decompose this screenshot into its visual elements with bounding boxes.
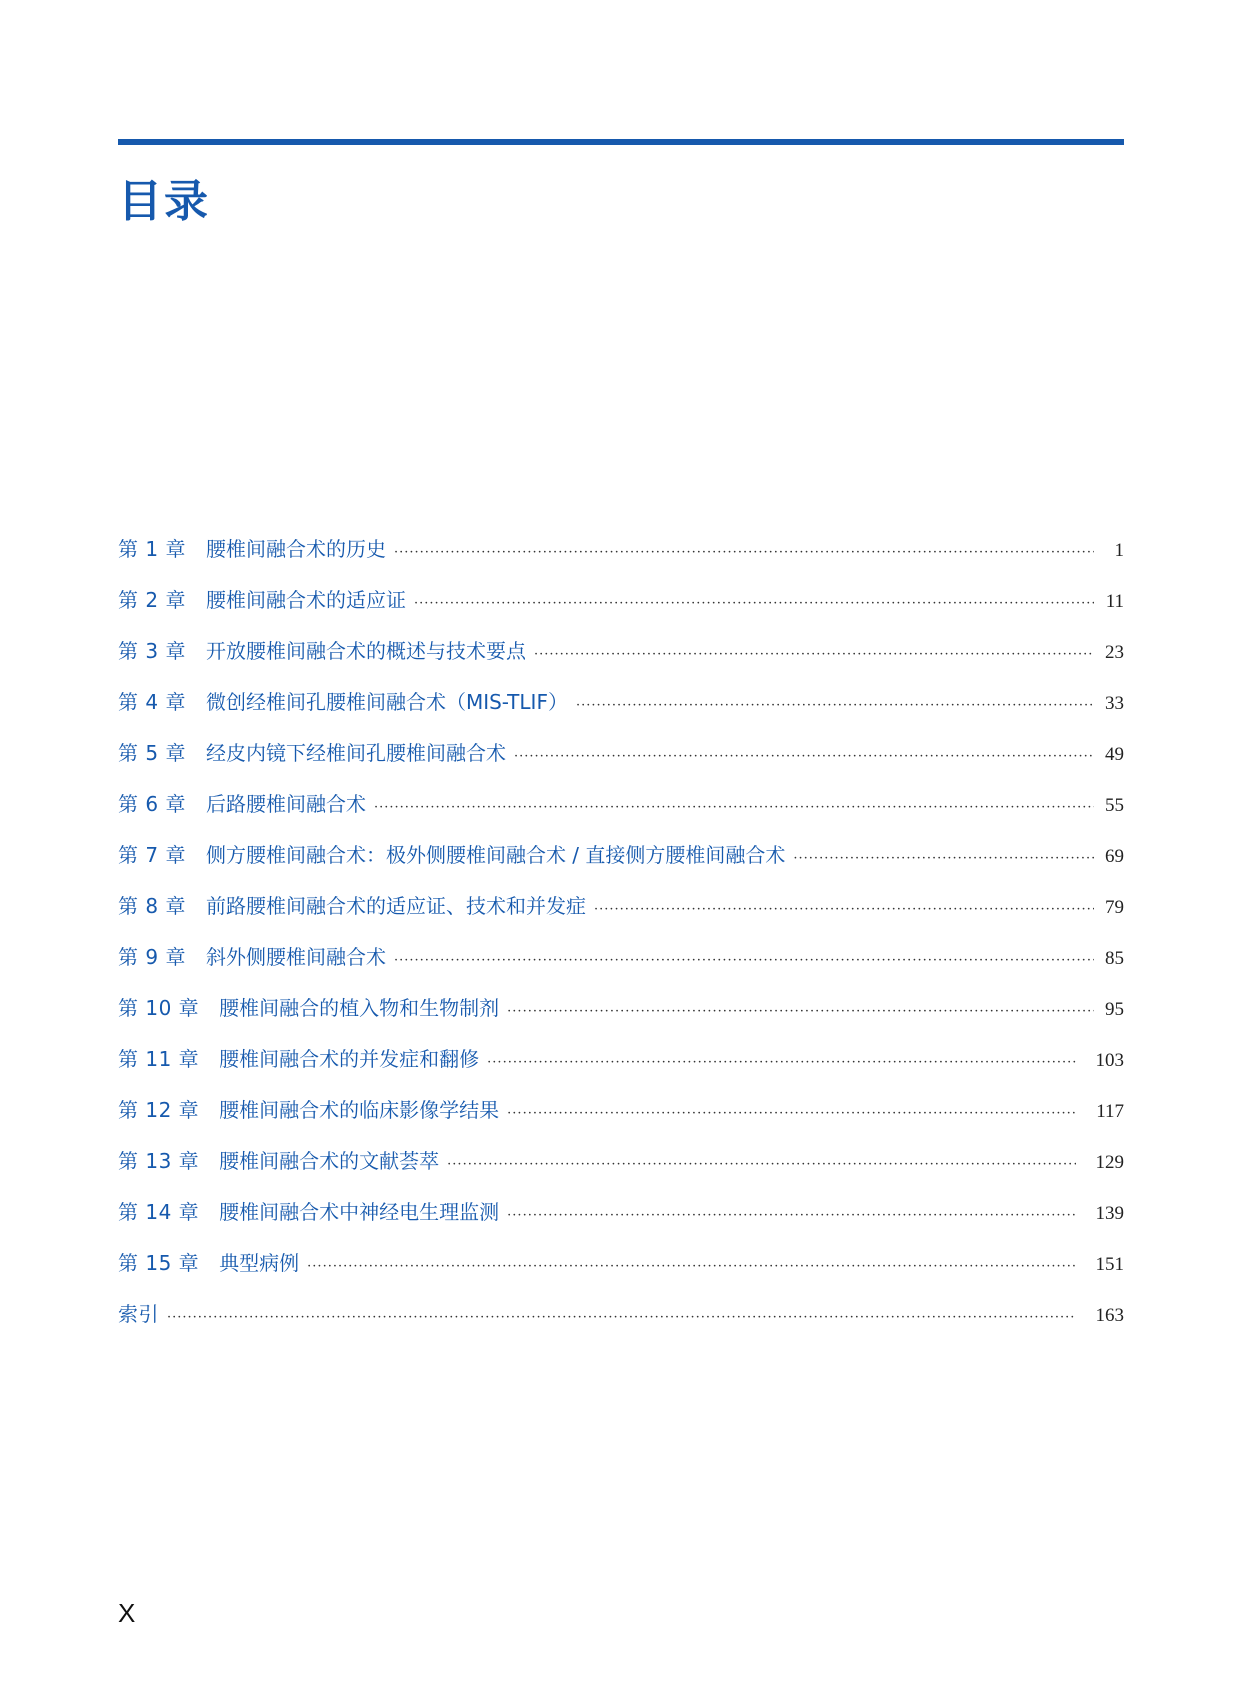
dot-leader xyxy=(507,1208,1076,1223)
toc-entry-chapter-15[interactable] xyxy=(118,1247,1124,1298)
toc-entry-chapter-6[interactable] xyxy=(118,788,1124,839)
toc-entry-chapter-4[interactable] xyxy=(118,686,1124,737)
toc-entry-chapter-12[interactable] xyxy=(118,1094,1124,1145)
page-number: 163 xyxy=(1095,1305,1124,1326)
dot-leader xyxy=(793,851,1094,866)
page-number: 23 xyxy=(1105,642,1124,663)
page-number: 33 xyxy=(1105,693,1124,714)
dot-leader xyxy=(534,647,1094,662)
page-number: 139 xyxy=(1095,1203,1124,1224)
chapter-number: 第 2 章 xyxy=(118,588,186,612)
chapter-title: 腰椎间融合术中神经电生理监测 xyxy=(219,1200,500,1224)
page-number: 55 xyxy=(1105,795,1124,816)
dot-leader xyxy=(167,1310,1076,1325)
chapter-number: 第 14 章 xyxy=(118,1200,200,1224)
chapter-title: 后路腰椎间融合术 xyxy=(205,792,366,816)
dot-leader xyxy=(447,1157,1076,1172)
top-rule xyxy=(118,139,1124,145)
chapter-number: 第 6 章 xyxy=(118,792,186,816)
page-folio: X xyxy=(118,1598,136,1628)
page-number: 11 xyxy=(1105,591,1124,612)
dot-leader xyxy=(507,1004,1094,1019)
toc-entry-chapter-14[interactable] xyxy=(118,1196,1124,1247)
toc-entry-chapter-9[interactable] xyxy=(118,941,1124,992)
chapter-number: 第 8 章 xyxy=(118,894,186,918)
dot-leader xyxy=(487,1055,1076,1070)
chapter-number: 第 10 章 xyxy=(118,996,200,1020)
toc-entry-chapter-3[interactable] xyxy=(118,635,1124,686)
dot-leader xyxy=(414,596,1094,611)
chapter-title: 开放腰椎间融合术的概述与技术要点 xyxy=(205,639,526,663)
page-number: 129 xyxy=(1095,1152,1124,1173)
page-number: 151 xyxy=(1095,1254,1124,1275)
chapter-number: 第 4 章 xyxy=(118,690,186,714)
dot-leader xyxy=(507,1106,1076,1121)
dot-leader xyxy=(307,1259,1076,1274)
dot-leader xyxy=(514,749,1094,764)
dot-leader xyxy=(576,698,1094,713)
dot-leader xyxy=(594,902,1094,917)
toc-entry-chapter-10[interactable] xyxy=(118,992,1124,1043)
page-number: 69 xyxy=(1105,846,1124,867)
chapter-number: 第 7 章 xyxy=(118,843,186,867)
page-number: 85 xyxy=(1105,948,1124,969)
chapter-title: 斜外侧腰椎间融合术 xyxy=(205,945,386,969)
chapter-title: 侧方腰椎间融合术：极外侧腰椎间融合术 / 直接侧方腰椎间融合术 xyxy=(205,843,786,867)
page-number: 117 xyxy=(1096,1101,1124,1122)
chapter-title: 典型病例 xyxy=(219,1251,300,1275)
toc-entry-chapter-11[interactable] xyxy=(118,1043,1124,1094)
toc-entry-index[interactable] xyxy=(118,1298,1124,1349)
chapter-title: 腰椎间融合术的临床影像学结果 xyxy=(219,1098,500,1122)
toc-entry-chapter-1[interactable] xyxy=(118,533,1124,584)
dot-leader xyxy=(394,953,1094,968)
page-number: 1 xyxy=(1114,540,1124,561)
chapter-number: 第 5 章 xyxy=(118,741,186,765)
page-number: 103 xyxy=(1095,1050,1124,1071)
chapter-number: 第 15 章 xyxy=(118,1251,200,1275)
chapter-title: 腰椎间融合术的历史 xyxy=(205,537,386,561)
dot-leader xyxy=(374,800,1094,815)
toc-entry-chapter-2[interactable] xyxy=(118,584,1124,635)
toc-entry-chapter-7[interactable] xyxy=(118,839,1124,890)
chapter-title: 腰椎间融合术的并发症和翻修 xyxy=(219,1047,480,1071)
chapter-title: 腰椎间融合术的适应证 xyxy=(205,588,406,612)
chapter-title: 微创经椎间孔腰椎间融合术（MIS-TLIF） xyxy=(205,690,568,714)
page-number: 95 xyxy=(1105,999,1124,1020)
chapter-number: 第 9 章 xyxy=(118,945,186,969)
table-of-contents xyxy=(118,533,1124,1349)
page-number: 49 xyxy=(1105,744,1124,765)
page-title: 目录 xyxy=(118,176,210,227)
chapter-number: 第 12 章 xyxy=(118,1098,200,1122)
toc-entry-chapter-8[interactable] xyxy=(118,890,1124,941)
dot-leader xyxy=(394,545,1094,560)
chapter-title: 经皮内镜下经椎间孔腰椎间融合术 xyxy=(205,741,506,765)
toc-entry-chapter-13[interactable] xyxy=(118,1145,1124,1196)
index-title: 索引 xyxy=(118,1302,159,1326)
chapter-number: 第 11 章 xyxy=(118,1047,200,1071)
chapter-number: 第 1 章 xyxy=(118,537,186,561)
page-number: 79 xyxy=(1105,897,1124,918)
toc-entry-chapter-5[interactable] xyxy=(118,737,1124,788)
chapter-title: 腰椎间融合的植入物和生物制剂 xyxy=(219,996,500,1020)
chapter-title: 腰椎间融合术的文献荟萃 xyxy=(219,1149,440,1173)
chapter-number: 第 3 章 xyxy=(118,639,186,663)
chapter-number: 第 13 章 xyxy=(118,1149,200,1173)
chapter-title: 前路腰椎间融合术的适应证、技术和并发症 xyxy=(205,894,586,918)
